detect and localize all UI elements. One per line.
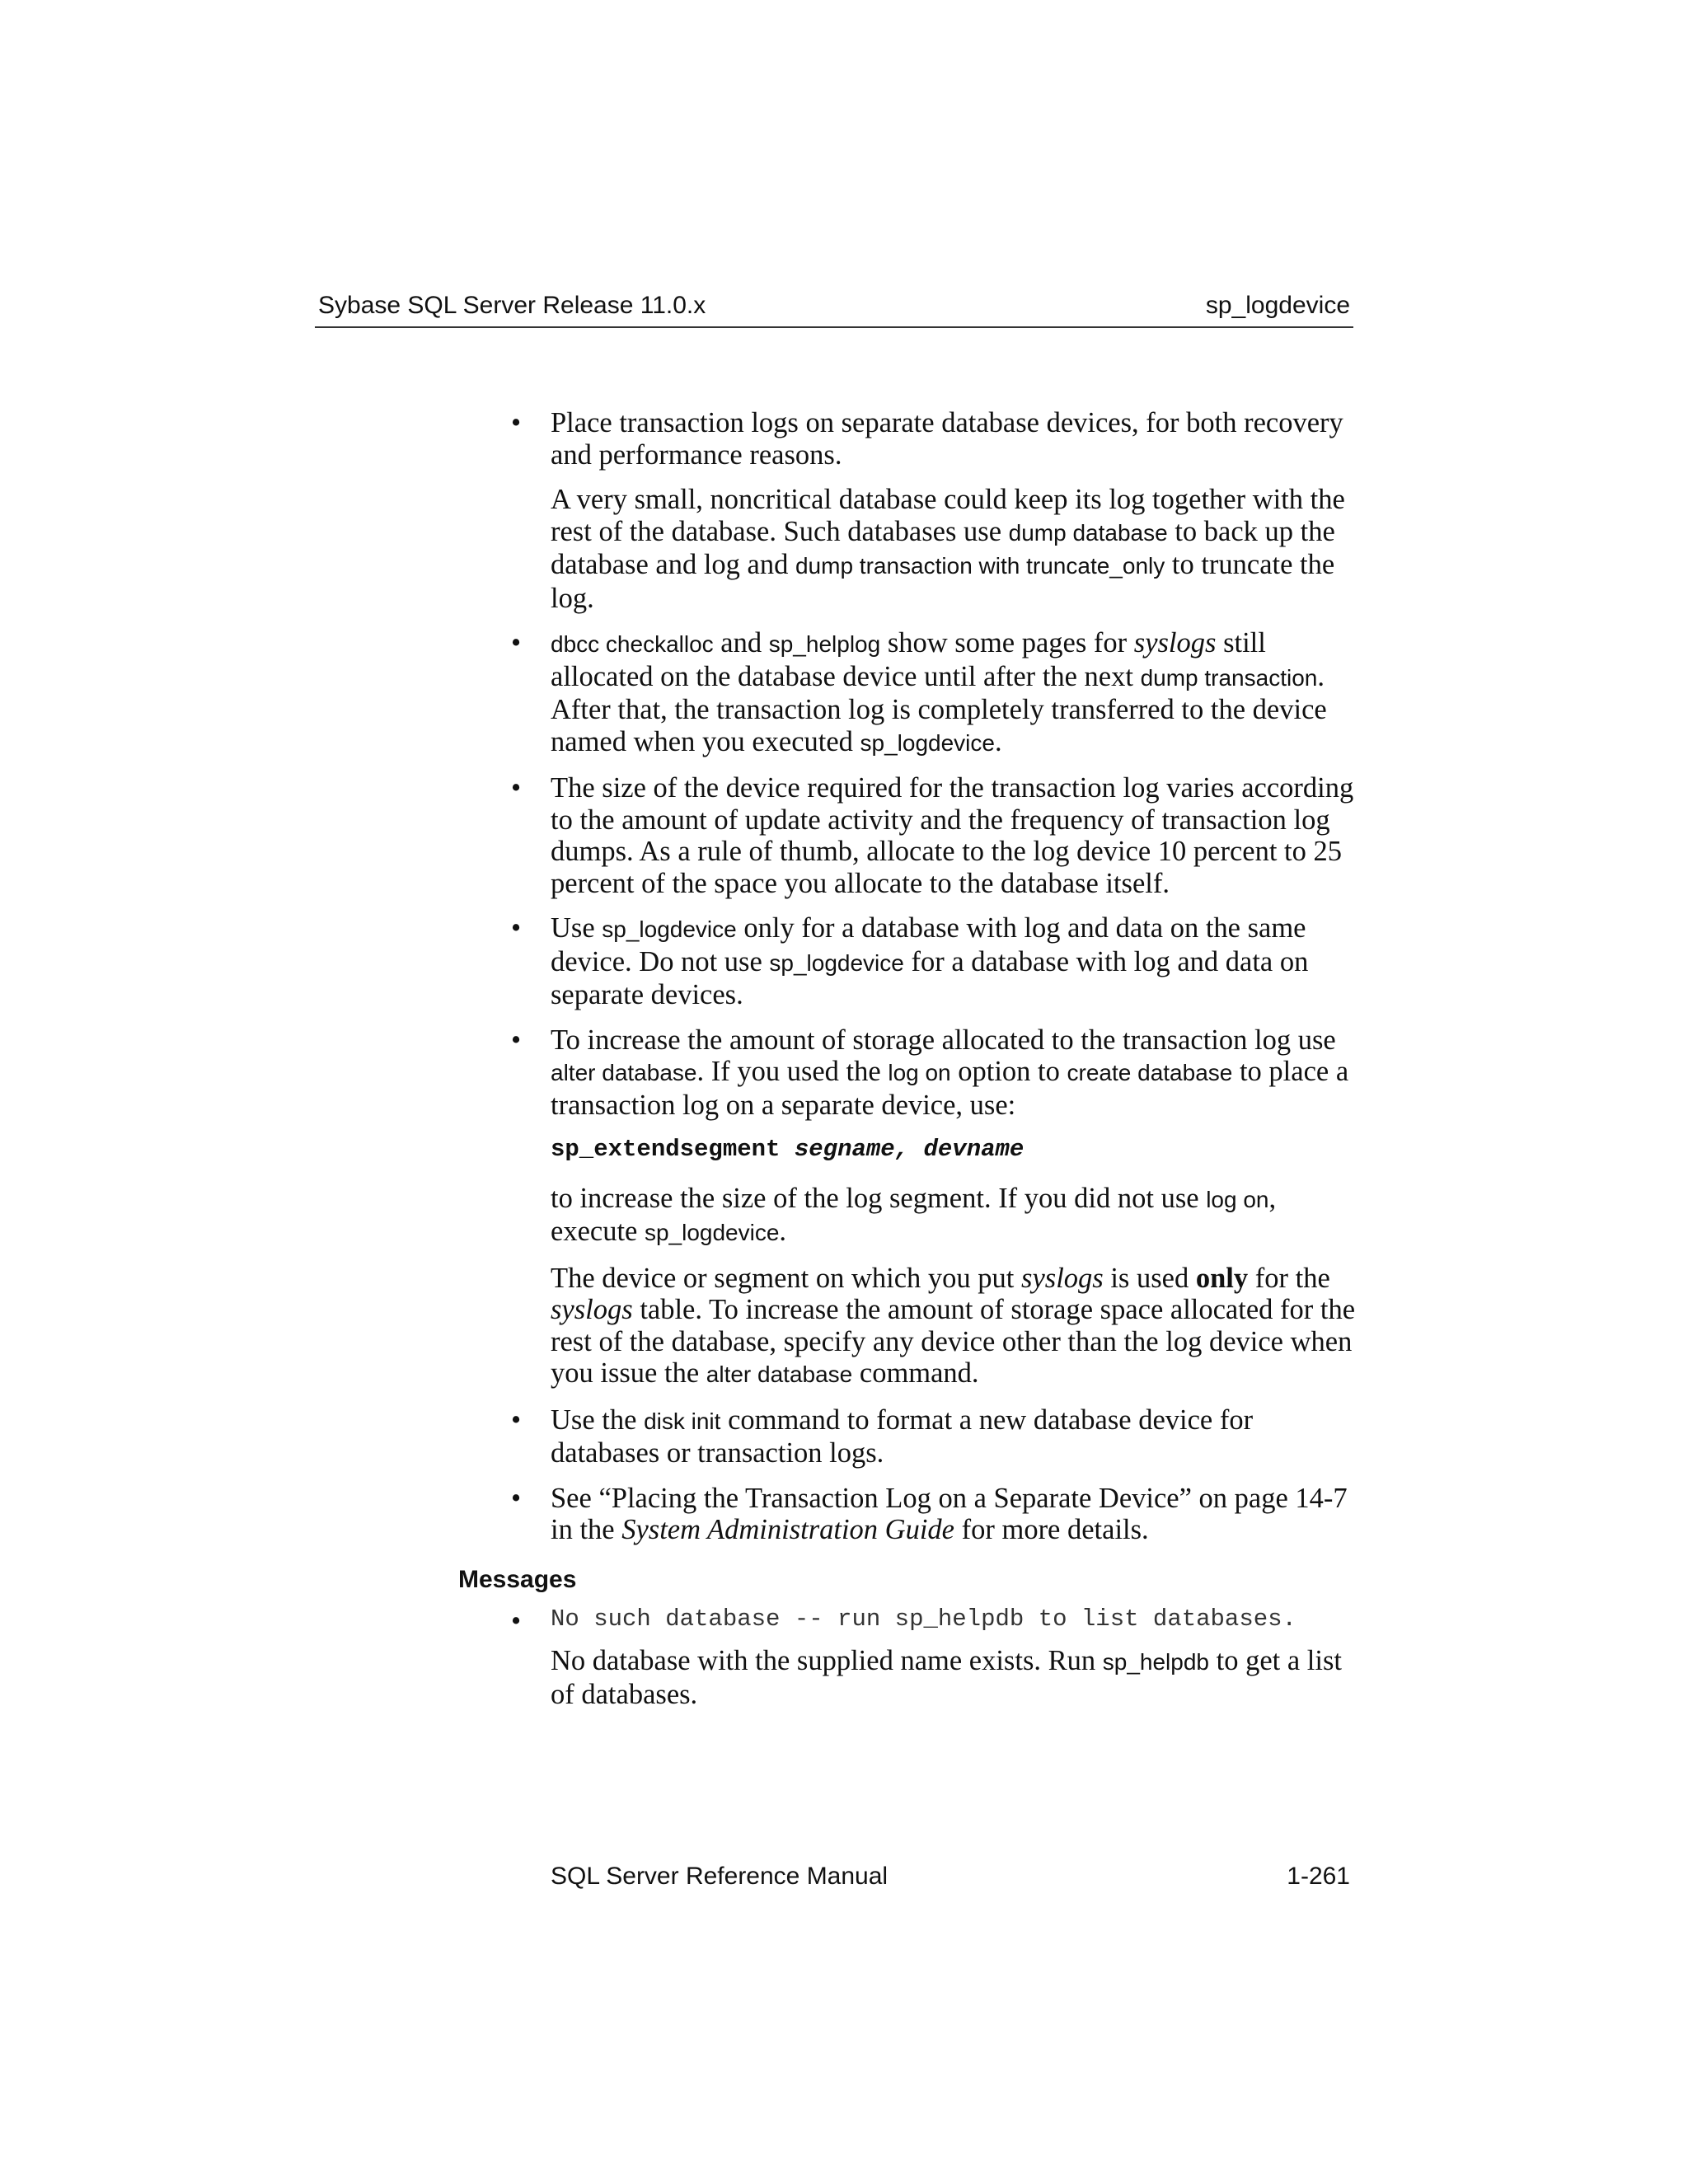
- command-dump-transaction: dump transaction: [1140, 664, 1318, 691]
- text: and: [713, 627, 769, 658]
- text: Use the: [551, 1404, 645, 1436]
- text: .: [779, 1216, 787, 1247]
- command-sp-logdevice: sp_logdevice: [644, 1220, 780, 1245]
- page-number: 1-261: [1287, 1863, 1350, 1890]
- error-message-text: No such database -- run sp_helpdb to list databases.: [551, 1605, 1296, 1633]
- text: A very small, noncritical database could keep its log together with the rest of the database. Such databases use: [551, 484, 1345, 547]
- paragraph: [551, 407, 1358, 471]
- running-header: [315, 288, 1353, 328]
- bullet-icon: •: [511, 912, 522, 944]
- text: .: [994, 725, 1002, 757]
- text: option to: [950, 1056, 1067, 1087]
- text: is used: [1103, 1262, 1196, 1294]
- text: command to format a new database device for databases or transaction logs.: [551, 1404, 1254, 1469]
- paragraph: [551, 1645, 1358, 1710]
- header-product-title: Sybase SQL Server Release 11.0.x: [318, 292, 706, 319]
- command-dump-database: dump database: [1008, 519, 1168, 546]
- paragraph: [551, 1024, 1358, 1122]
- command-sp-logdevice: sp_logdevice: [860, 729, 995, 756]
- command-sp-helpdb: sp_helpdb: [1102, 1649, 1209, 1675]
- bullet-icon: •: [511, 407, 522, 438]
- text: to truncate the log.: [551, 549, 1335, 614]
- messages-list: [511, 1605, 1358, 1710]
- table-name: syslogs: [1021, 1262, 1104, 1294]
- command-alter-database: alter database: [551, 1060, 697, 1085]
- text: for the: [1248, 1262, 1330, 1294]
- text: show some pages for: [880, 627, 1134, 658]
- paragraph: [551, 772, 1358, 899]
- list-item: [511, 407, 1358, 614]
- list-item: [511, 1605, 1358, 1710]
- paragraph: [551, 1183, 1358, 1249]
- text: No database with the supplied name exists. Run: [551, 1645, 1103, 1676]
- syntax-example: [551, 1134, 1358, 1166]
- paragraph: [551, 912, 1358, 1011]
- text: The device or segment on which you put: [551, 1262, 1022, 1294]
- command-create-database: create database: [1067, 1060, 1233, 1085]
- text: for a database with log and data on separate devices.: [551, 945, 1309, 1010]
- text: for more details.: [954, 1514, 1149, 1545]
- syntax-arguments: segname, devname: [794, 1136, 1025, 1163]
- text: , execute: [551, 1182, 1277, 1247]
- messages-heading: Messages: [458, 1565, 577, 1593]
- option-log-on: log on: [1206, 1186, 1269, 1212]
- paragraph: [551, 1404, 1358, 1469]
- paragraph: [551, 627, 1358, 759]
- text: to get a list of databases.: [551, 1645, 1342, 1710]
- book-title: System Administration Guide: [621, 1514, 954, 1545]
- paragraph: [551, 1483, 1358, 1546]
- page-body: [458, 407, 1358, 1723]
- command-sp-logdevice: sp_logdevice: [769, 949, 904, 976]
- bullet-icon: •: [511, 1482, 522, 1514]
- text: . After that, the transaction log is completely transferred to the device named when you executed: [551, 660, 1327, 757]
- text: to increase the size of the log segment. If you did not use: [551, 1182, 1207, 1214]
- text: table. To increase the amount of storage space allocated for the rest of the database, specify any device other than the log device when you issue the: [551, 1294, 1356, 1389]
- command-alter-database: alter database: [706, 1361, 853, 1387]
- command-disk-init: disk init: [644, 1408, 721, 1434]
- list-item: [511, 1024, 1358, 1391]
- bullet-icon: •: [511, 1024, 522, 1056]
- bullet-icon: •: [511, 772, 522, 804]
- text: The size of the device required for the transaction log varies according to the amount of update activity and the frequency of transaction log dumps. As a rule of thumb, allocate to the log device 10 percent to 25 percent of the space you allocate to the database itself.: [551, 772, 1354, 899]
- text: to back up the database and log and: [551, 515, 1335, 580]
- text: Use: [551, 912, 603, 944]
- text: To increase the amount of storage allocated to the transaction log use: [551, 1024, 1336, 1056]
- text: . If you used the: [696, 1056, 889, 1087]
- command-dbcc-checkalloc: dbcc checkalloc: [551, 631, 714, 657]
- text: See “Placing the Transaction Log on a Separate Device” on page 14-7 in the: [551, 1482, 1348, 1545]
- table-name: syslogs: [1133, 627, 1217, 658]
- command-sp-helplog: sp_helplog: [768, 631, 881, 657]
- paragraph: [551, 1263, 1358, 1391]
- syntax-command: sp_extendsegment: [551, 1136, 795, 1163]
- text: only for a database with log and data on the same device. Do not use: [551, 912, 1306, 977]
- text: to place a transaction log on a separate device, use:: [551, 1056, 1349, 1121]
- text: Place transaction logs on separate database devices, for both recovery and performance reasons.: [551, 407, 1343, 471]
- text: still allocated on the database device until after the next: [551, 627, 1266, 692]
- bullet-icon: •: [511, 1404, 522, 1436]
- table-name: syslogs: [551, 1294, 633, 1325]
- command-dump-transaction: dump transaction with truncate_only: [795, 553, 1165, 579]
- footer-manual-title: SQL Server Reference Manual: [551, 1863, 889, 1890]
- command-sp-logdevice: sp_logdevice: [602, 916, 737, 942]
- text: command.: [852, 1357, 979, 1389]
- list-item: [511, 772, 1358, 899]
- emphasis: only: [1195, 1262, 1249, 1294]
- option-log-on: log on: [888, 1060, 951, 1085]
- bullet-icon: •: [511, 1605, 522, 1637]
- list-item: [511, 1404, 1358, 1469]
- list-item: [511, 1482, 1358, 1546]
- notes-list: [511, 407, 1358, 1546]
- paragraph: [551, 484, 1358, 614]
- bullet-icon: •: [511, 627, 522, 658]
- header-section-name: sp_logdevice: [1205, 292, 1350, 319]
- list-item: [511, 627, 1358, 759]
- list-item: [511, 912, 1358, 1011]
